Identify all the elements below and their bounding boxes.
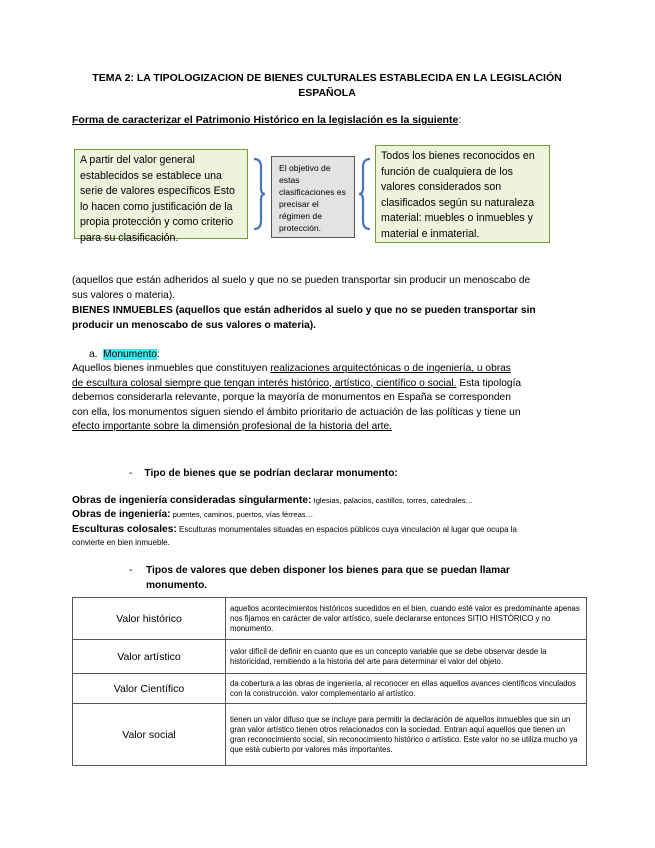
value-name-cell: Valor Científico — [73, 674, 226, 704]
section-subheading — [72, 114, 461, 126]
value-name-cell: Valor histórico — [73, 598, 226, 640]
bullet-item-2 — [129, 564, 529, 593]
bullet-dash: - — [129, 565, 133, 576]
monumento-item — [89, 348, 160, 363]
value-description-cell: valor difícil de definir en cuanto que es un concepto variable que se debe observar desde la historicidad, remitiendo a la historia del arte para determinar el valor del objeto. — [226, 640, 587, 674]
value-description-cell: tienen un valor difuso que se incluye para permitir la declaración de aquellos inmuebles que sin un gran valor artístico tienen otros relacionados con la sociedad. Entran aquí aquellos que tienen un gran reconocimiento social, sin reconocimiento histórico o artístico. Este valor no se utiliza mucho ya que está cubierto por valores más importantes. — [226, 704, 587, 766]
diagram-right-box — [375, 145, 550, 243]
obras-singulares-label: Obras de ingeniería consideradas singularmente: — [72, 495, 312, 506]
diagram-left-box — [74, 149, 248, 244]
monumento-colon: : — [156, 349, 160, 360]
table-row — [73, 598, 587, 640]
obras-ingenieria-label: Obras de ingeniería: — [72, 509, 171, 520]
monumento-highlight: Monumento — [103, 349, 157, 360]
esculturas-value: Esculturas monumentales situadas en espacios públicos cuya vinculación al lugar que ocupa la convierte en bien inmueble. — [72, 525, 517, 547]
diagram-left-text: A partir del valor general establecidos se establece una serie de valores específicos Esto lo hacen como justificación de la propia protección y como criterio para su clasificación. — [80, 154, 235, 244]
bullet-text: Tipos de valores que deben disponer los bienes para que se puedan llamar monumento. — [146, 565, 510, 591]
diagram-center-box — [271, 156, 355, 238]
monumento-text-1: Aquellos bienes inmuebles que constituyen — [72, 363, 271, 374]
value-description-cell: aquellos acontecimientos históricos sucedidos en el bien, cuando esté valor es predominante apenas nos fijamos en carácter de valor artístico, suele declararse entonces SITIO HISTÓRICO y no monumento. — [226, 598, 587, 640]
value-description-cell: da cobertura a las obras de ingeniería, al reconocer en ellas aquellos avances científicos vinculados con la construcción. valor complementario al artístico. — [226, 674, 587, 704]
esculturas-label: Esculturas colosales: — [72, 524, 177, 535]
list-marker: a. — [89, 349, 98, 360]
monumento-paragraph — [72, 362, 524, 435]
document-title: TEMA 2: LA TIPOLOGIZACION DE BIENES CULTURALES ESTABLECIDA EN LA LEGISLACIÓN ESPAÑOLA — [92, 72, 562, 99]
obras-singulares-line — [72, 494, 602, 509]
bullet-item-1 — [129, 467, 398, 482]
table-row — [73, 704, 587, 766]
esculturas-line — [72, 523, 542, 549]
values-table — [72, 597, 587, 766]
obras-ingenieria-value: puentes, caminos, puertos, vías férreas… — [170, 510, 314, 519]
monumento-underlined-1: realizaciones arquitectónicas o de ingeniería, u obras de escultura colosal siempre que tengan interés histórico, artístico, científico o social. — [72, 363, 511, 389]
bullet-dash: - — [129, 468, 133, 479]
bullet-text: Tipo de bienes que se podrían declarar monumento: — [144, 468, 398, 479]
table-row — [73, 674, 587, 704]
intro-paragraph: (aquellos que están adheridos al suelo y que no se pueden transportar sin producir un menoscabo de sus valores o materia). — [72, 275, 531, 301]
diagram-right-text: Todos los bienes reconocidos en función de cualquiera de los valores considerados son clasificados según su naturaleza material: muebles o inmuebles y material e inmaterial. — [381, 150, 535, 240]
bienes-inmuebles-heading: BIENES INMUEBLES (aquellos que están adheridos al suelo y que no se pueden transportar sin producir un menoscabo de sus valores o materia). — [72, 305, 536, 331]
right-brace-icon — [358, 157, 372, 231]
subheading-colon: : — [458, 114, 462, 126]
diagram-center-text: El objetivo de estas clasificaciones es precisar el régimen de protección. — [279, 163, 346, 233]
obras-singulares-value: Iglesias, palacios, castillos, torres, catedrales… — [311, 496, 474, 505]
table-row — [73, 640, 587, 674]
subheading-text: Forma de caracterizar el Patrimonio Histórico en la legislación es la siguiente — [72, 114, 459, 126]
obras-ingenieria-line — [72, 508, 602, 523]
monumento-text-2: Esta tipología debemos considerarla relevante, porque la mayoría de monumentos en España se corresponden con ella, los monumentos siguen siendo el ámbito prioritario de actuación de las políticas y tiene un — [72, 377, 522, 418]
left-brace-icon — [252, 157, 266, 231]
monumento-underlined-2: efecto importante sobre la dimensión profesional de la historia del arte. — [72, 421, 392, 433]
value-name-cell: Valor social — [73, 704, 226, 766]
value-name-cell: Valor artístico — [73, 640, 226, 674]
